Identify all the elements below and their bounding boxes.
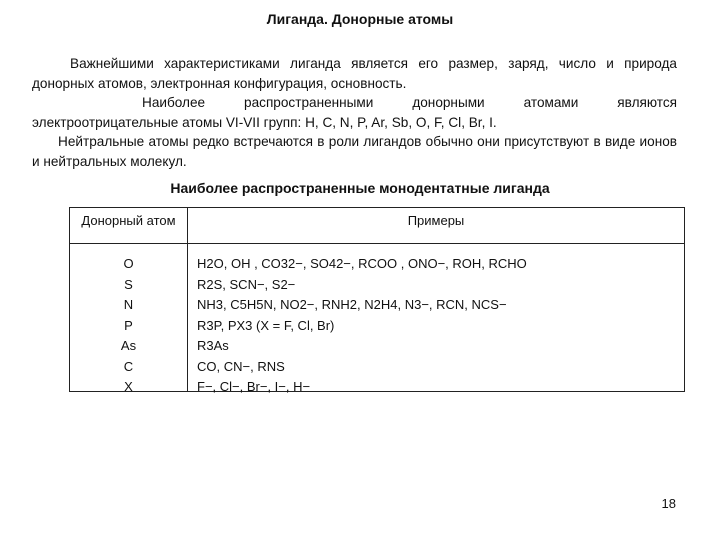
page-number: 18 — [661, 496, 676, 511]
paragraph-1: Важнейшими характеристиками лиганда является его размер, заряд, число и природа донорных атомов, электронная конфигурация, основность. — [32, 56, 677, 91]
ligand-table — [69, 207, 685, 392]
table-cell-examples: CO, CN−, RNS — [197, 358, 285, 374]
table-cell-atom: O — [123, 256, 134, 271]
table-title: Наиболее распространенные монодентатные лиганда — [170, 180, 550, 196]
table-cell-atom: S — [124, 276, 133, 292]
table-cell-atom: As — [120, 338, 137, 353]
table-cell-examples: R3P, PX3 (X = F, Cl, Br) — [197, 317, 335, 333]
table-cell-atom: N — [123, 297, 134, 312]
table-cell-atom: X — [124, 379, 133, 394]
table-header-donor-atom: Донорный атом — [81, 213, 176, 228]
document-title: Лиганда. Донорные атомы — [266, 11, 454, 27]
table-header-divider — [70, 243, 684, 244]
table-column-divider — [187, 208, 188, 391]
table-cell-examples: R2S, SCN−, S2− — [197, 276, 296, 292]
table-cell-examples: H2O, OH , CO32−, SO42−, RCOO , ONO−, ROH, RCHO — [197, 256, 527, 271]
table-cell-examples: F−, Cl−, Br−, I−, H− — [197, 379, 311, 394]
table-header-examples: Примеры — [407, 213, 465, 228]
paragraph-2: Наиболее распространенными донорными атомами являются электроотрицательные атомы VI-VII групп: H, C, N, P, Ar, Sb, O, F, Cl, Br, I. — [32, 95, 677, 130]
table-cell-atom: C — [123, 358, 134, 374]
examples-column — [197, 254, 678, 398]
donor-atom-column — [70, 254, 187, 398]
paragraph-3: Нейтральные атомы редко встречаются в роли лигандов обычно они присутствуют в виде ионов и нейтральных молекул. — [32, 134, 677, 169]
table-cell-atom: P — [124, 317, 133, 333]
table-cell-examples: R3As — [197, 338, 229, 353]
table-cell-examples: NH3, C5H5N, NO2−, RNH2, N2H4, N3−, RCN, NCS− — [197, 297, 507, 312]
